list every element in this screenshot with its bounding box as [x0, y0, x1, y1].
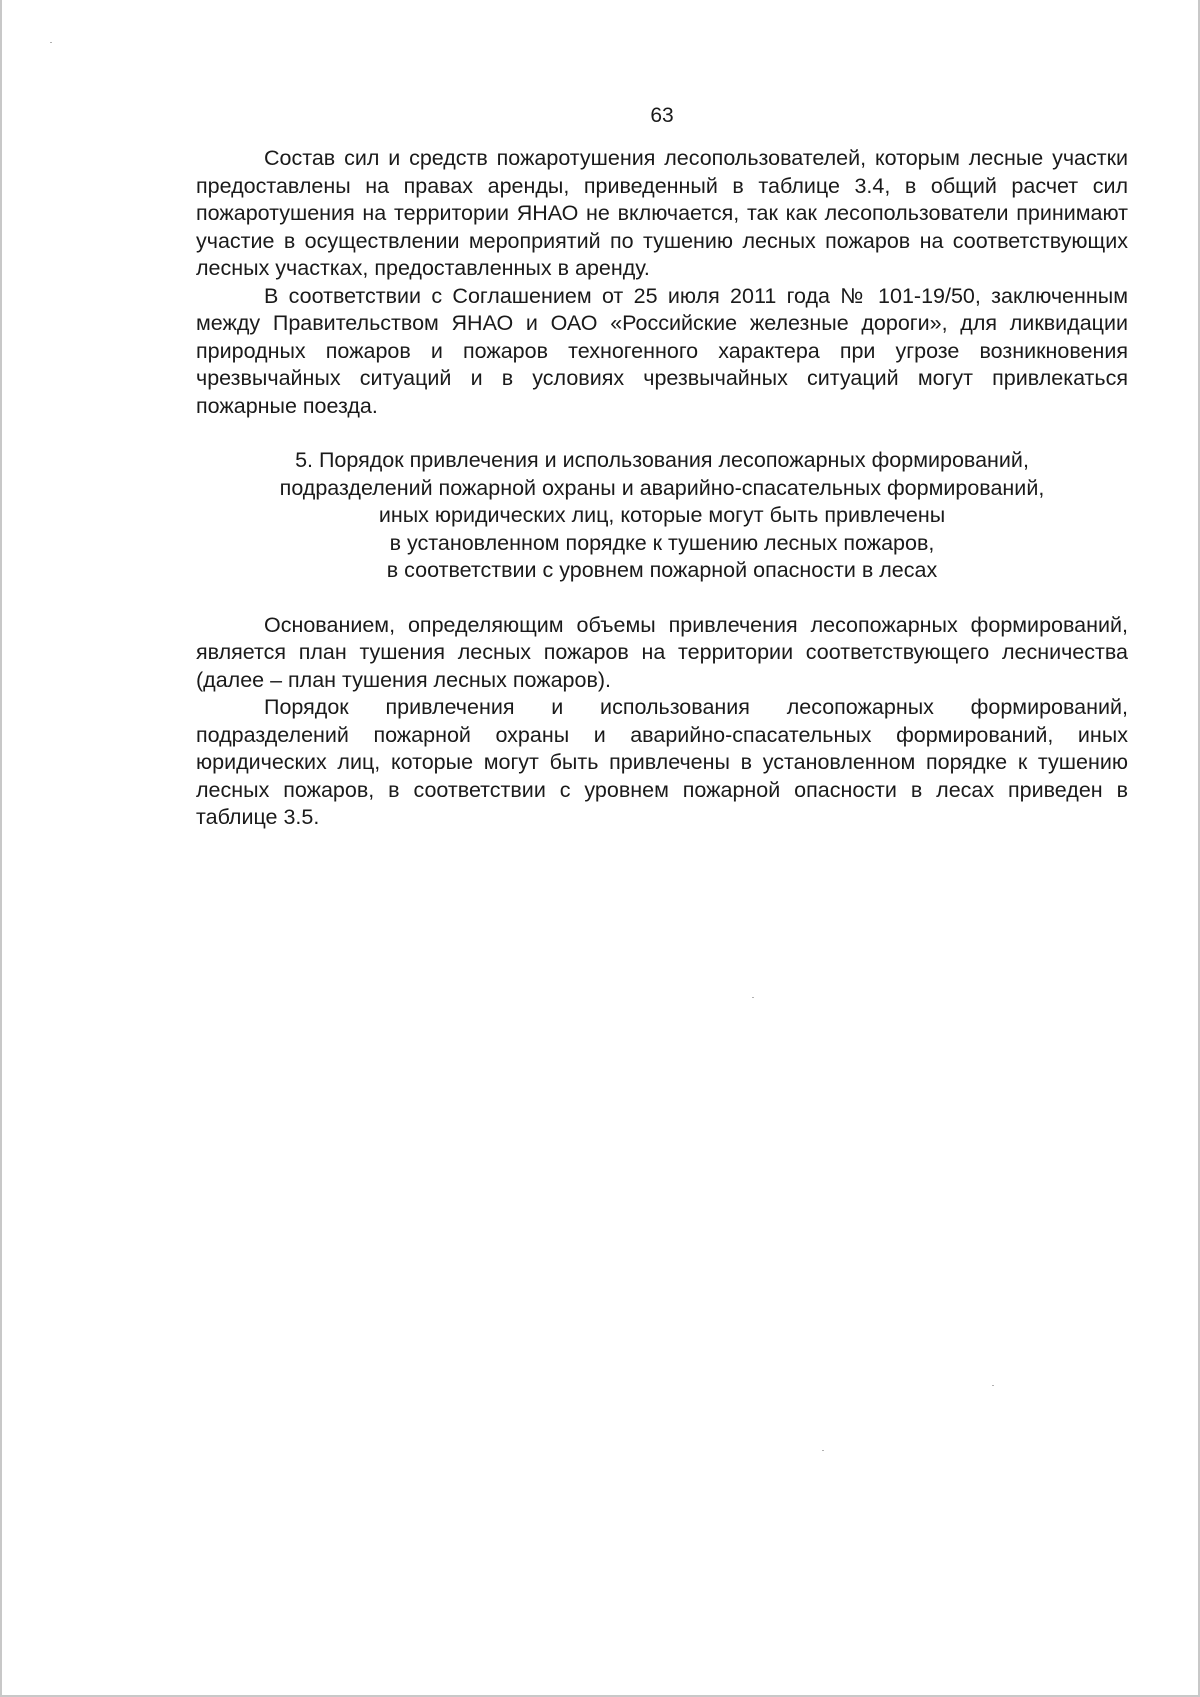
scan-speck: [822, 1450, 824, 1451]
scan-speck: [992, 1385, 994, 1386]
section-heading-line: 5. Порядок привлечения и использования лесопожарных формирований,: [295, 448, 1029, 472]
section-heading: [196, 447, 1128, 585]
section-heading-line: иных юридических лиц, которые могут быть привлечены: [378, 503, 946, 527]
paragraph-railway-agreement: В соответствии с Соглашением от 25 июля 2011 года № 101-19/50, заключенным между Правительством ЯНАО и ОАО «Российские железные дороги», для ликвидации природных пожаров и пожаров техногенного характера при угрозе возникновения чрезвычайных ситуаций и в условиях чрезвычайных ситуаций могут привлекаться пожарные поезда.: [196, 283, 1128, 418]
section-heading-line: в соответствии с уровнем пожарной опасности в лесах: [386, 558, 938, 582]
paragraph-forest-users: Состав сил и средств пожаротушения лесопользователей, которым лесные участки предоставлены на правах аренды, приведенный в таблице 3.4, в общий расчет сил пожаротушения на территории ЯНАО не включается, так как лесопользователи принимают участие в осуществлении мероприятий по тушению лесных пожаров на соответствующих лесных участках, предоставленных в аренду.: [196, 146, 1128, 280]
paragraph-basis: Основанием, определяющим объемы привлечения лесопожарных формирований, является план тушения лесных пожаров на территории соответствующего лесничества (далее – план тушения лесных пожаров).: [196, 612, 1128, 692]
scan-speck: [752, 997, 754, 998]
paragraph-procedure: Порядок привлечения и использования лесопожарных формирований, подразделений пожарной охраны и аварийно-спасательных формирований, иных юридических лиц, которые могут быть привлечены в установленном порядке к тушению лесных пожаров, в соответствии с уровнем пожарной опасности в лесах приведен в таблице 3.5.: [196, 695, 1128, 829]
page-number: 63: [650, 104, 674, 127]
section-heading-line: подразделений пожарной охраны и аварийно-спасательных формирований,: [279, 475, 1045, 500]
document-body: [196, 145, 1128, 832]
section-heading-line: в установленном порядке к тушению лесных пожаров,: [389, 530, 935, 555]
scan-speck: [50, 42, 52, 43]
